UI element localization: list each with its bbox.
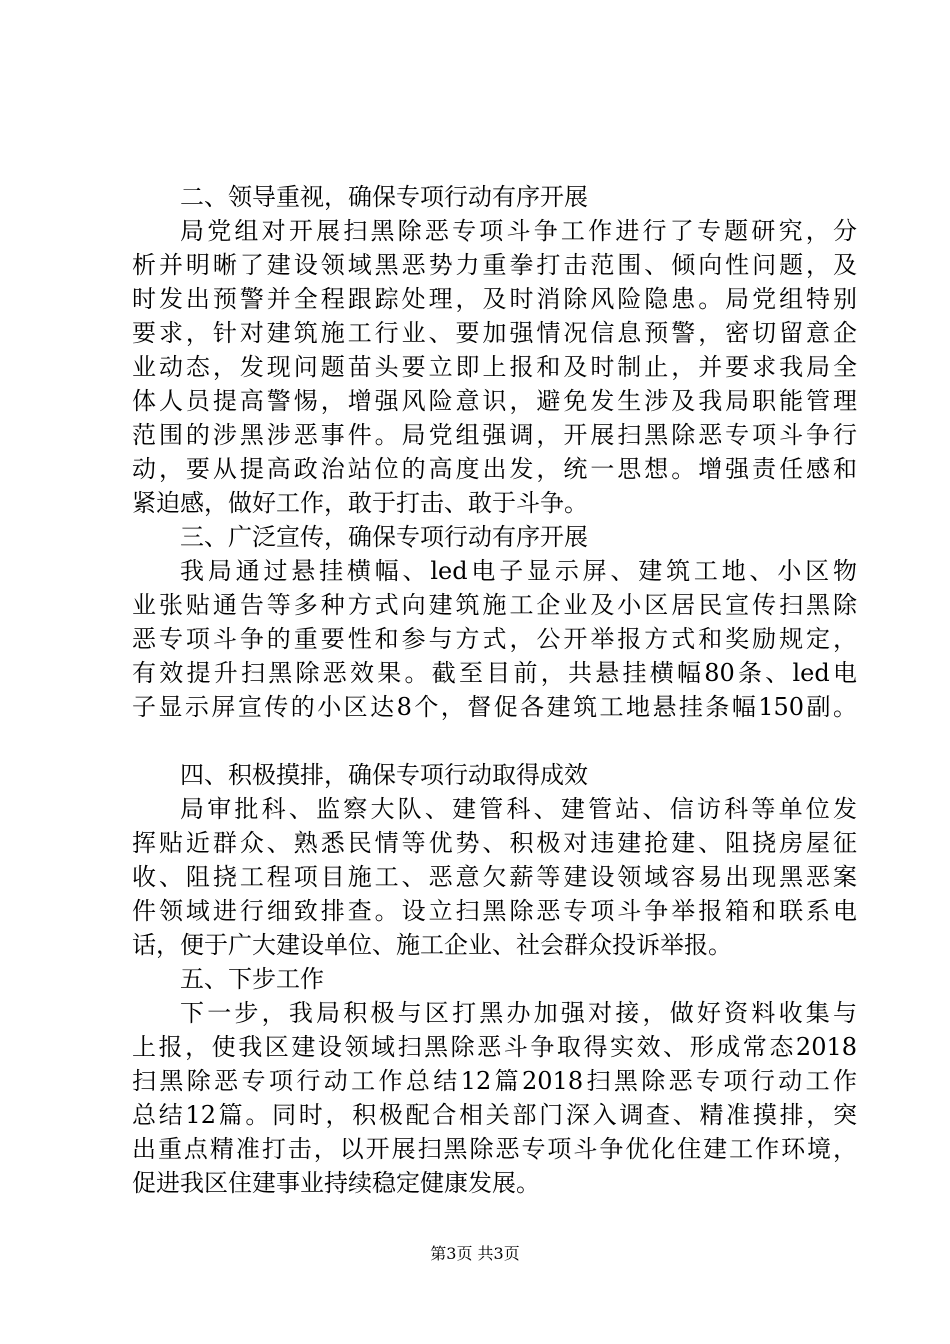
text-line: 紧迫感，做好工作，敢于打击、敢于斗争。 <box>132 489 588 517</box>
text-line: 二、领导重视，确保专项行动有序开展 <box>180 183 588 211</box>
page-footer: 第3页 共3页 <box>430 1244 520 1263</box>
text-line: 四、积极摸排，确保专项行动取得成效 <box>180 761 588 789</box>
text-line: 总结12篇。同时，积极配合相关部门深入调查、精准摸排，突 <box>132 1101 857 1129</box>
text-line: 业张贴通告等多种方式向建筑施工企业及小区居民宣传扫黑除 <box>132 591 857 619</box>
text-line: 挥贴近群众、熟悉民情等优势、积极对违建抢建、阻挠房屋征 <box>132 829 857 857</box>
text-line: 促进我区住建事业持续稳定健康发展。 <box>132 1169 540 1197</box>
text-line: 有效提升扫黑除恶效果。截至目前，共悬挂横幅80条、led电 <box>132 659 857 687</box>
text-line: 三、广泛宣传，确保专项行动有序开展 <box>180 523 588 551</box>
text-line: 范围的涉黑涉恶事件。局党组强调，开展扫黑除恶专项斗争行 <box>132 421 857 449</box>
text-line: 我局通过悬挂横幅、led电子显示屏、建筑工地、小区物 <box>180 557 857 585</box>
text-line: 话，便于广大建设单位、施工企业、社会群众投诉举报。 <box>132 931 732 959</box>
text-line: 局审批科、监察大队、建管科、建管站、信访科等单位发 <box>180 795 857 823</box>
blank-line <box>132 724 857 758</box>
text-line: 五、下步工作 <box>180 965 324 993</box>
text-line: 要求，针对建筑施工行业、要加强情况信息预警，密切留意企 <box>132 319 857 347</box>
text-line: 扫黑除恶专项行动工作总结12篇2018扫黑除恶专项行动工作 <box>132 1067 857 1095</box>
text-line: 出重点精准打击，以开展扫黑除恶专项斗争优化住建工作环境， <box>132 1135 857 1163</box>
document-body <box>132 180 857 1200</box>
text-line: 子显示屏宣传的小区达8个，督促各建筑工地悬挂条幅150副。 <box>132 693 857 721</box>
text-line: 下一步，我局积极与区打黑办加强对接，做好资料收集与 <box>180 999 857 1027</box>
text-line: 上报，使我区建设领域扫黑除恶斗争取得实效、形成常态2018 <box>132 1033 857 1061</box>
text-line: 恶专项斗争的重要性和参与方式，公开举报方式和奖励规定， <box>132 625 857 653</box>
text-line: 件领域进行细致排查。设立扫黑除恶专项斗争举报箱和联系电 <box>132 897 857 925</box>
text-line: 时发出预警并全程跟踪处理，及时消除风险隐患。局党组特别 <box>132 285 857 313</box>
text-line: 析并明晰了建设领域黑恶势力重拳打击范围、倾向性问题，及 <box>132 251 857 279</box>
text-line: 收、阻挠工程项目施工、恶意欠薪等建设领域容易出现黑恶案 <box>132 863 857 891</box>
text-line: 局党组对开展扫黑除恶专项斗争工作进行了专题研究，分 <box>180 217 857 245</box>
text-line: 体人员提高警惕，增强风险意识，避免发生涉及我局职能管理 <box>132 387 857 415</box>
text-line: 业动态，发现问题苗头要立即上报和及时制止，并要求我局全 <box>132 353 857 381</box>
text-line: 动，要从提高政治站位的高度出发，统一思想。增强责任感和 <box>132 455 857 483</box>
